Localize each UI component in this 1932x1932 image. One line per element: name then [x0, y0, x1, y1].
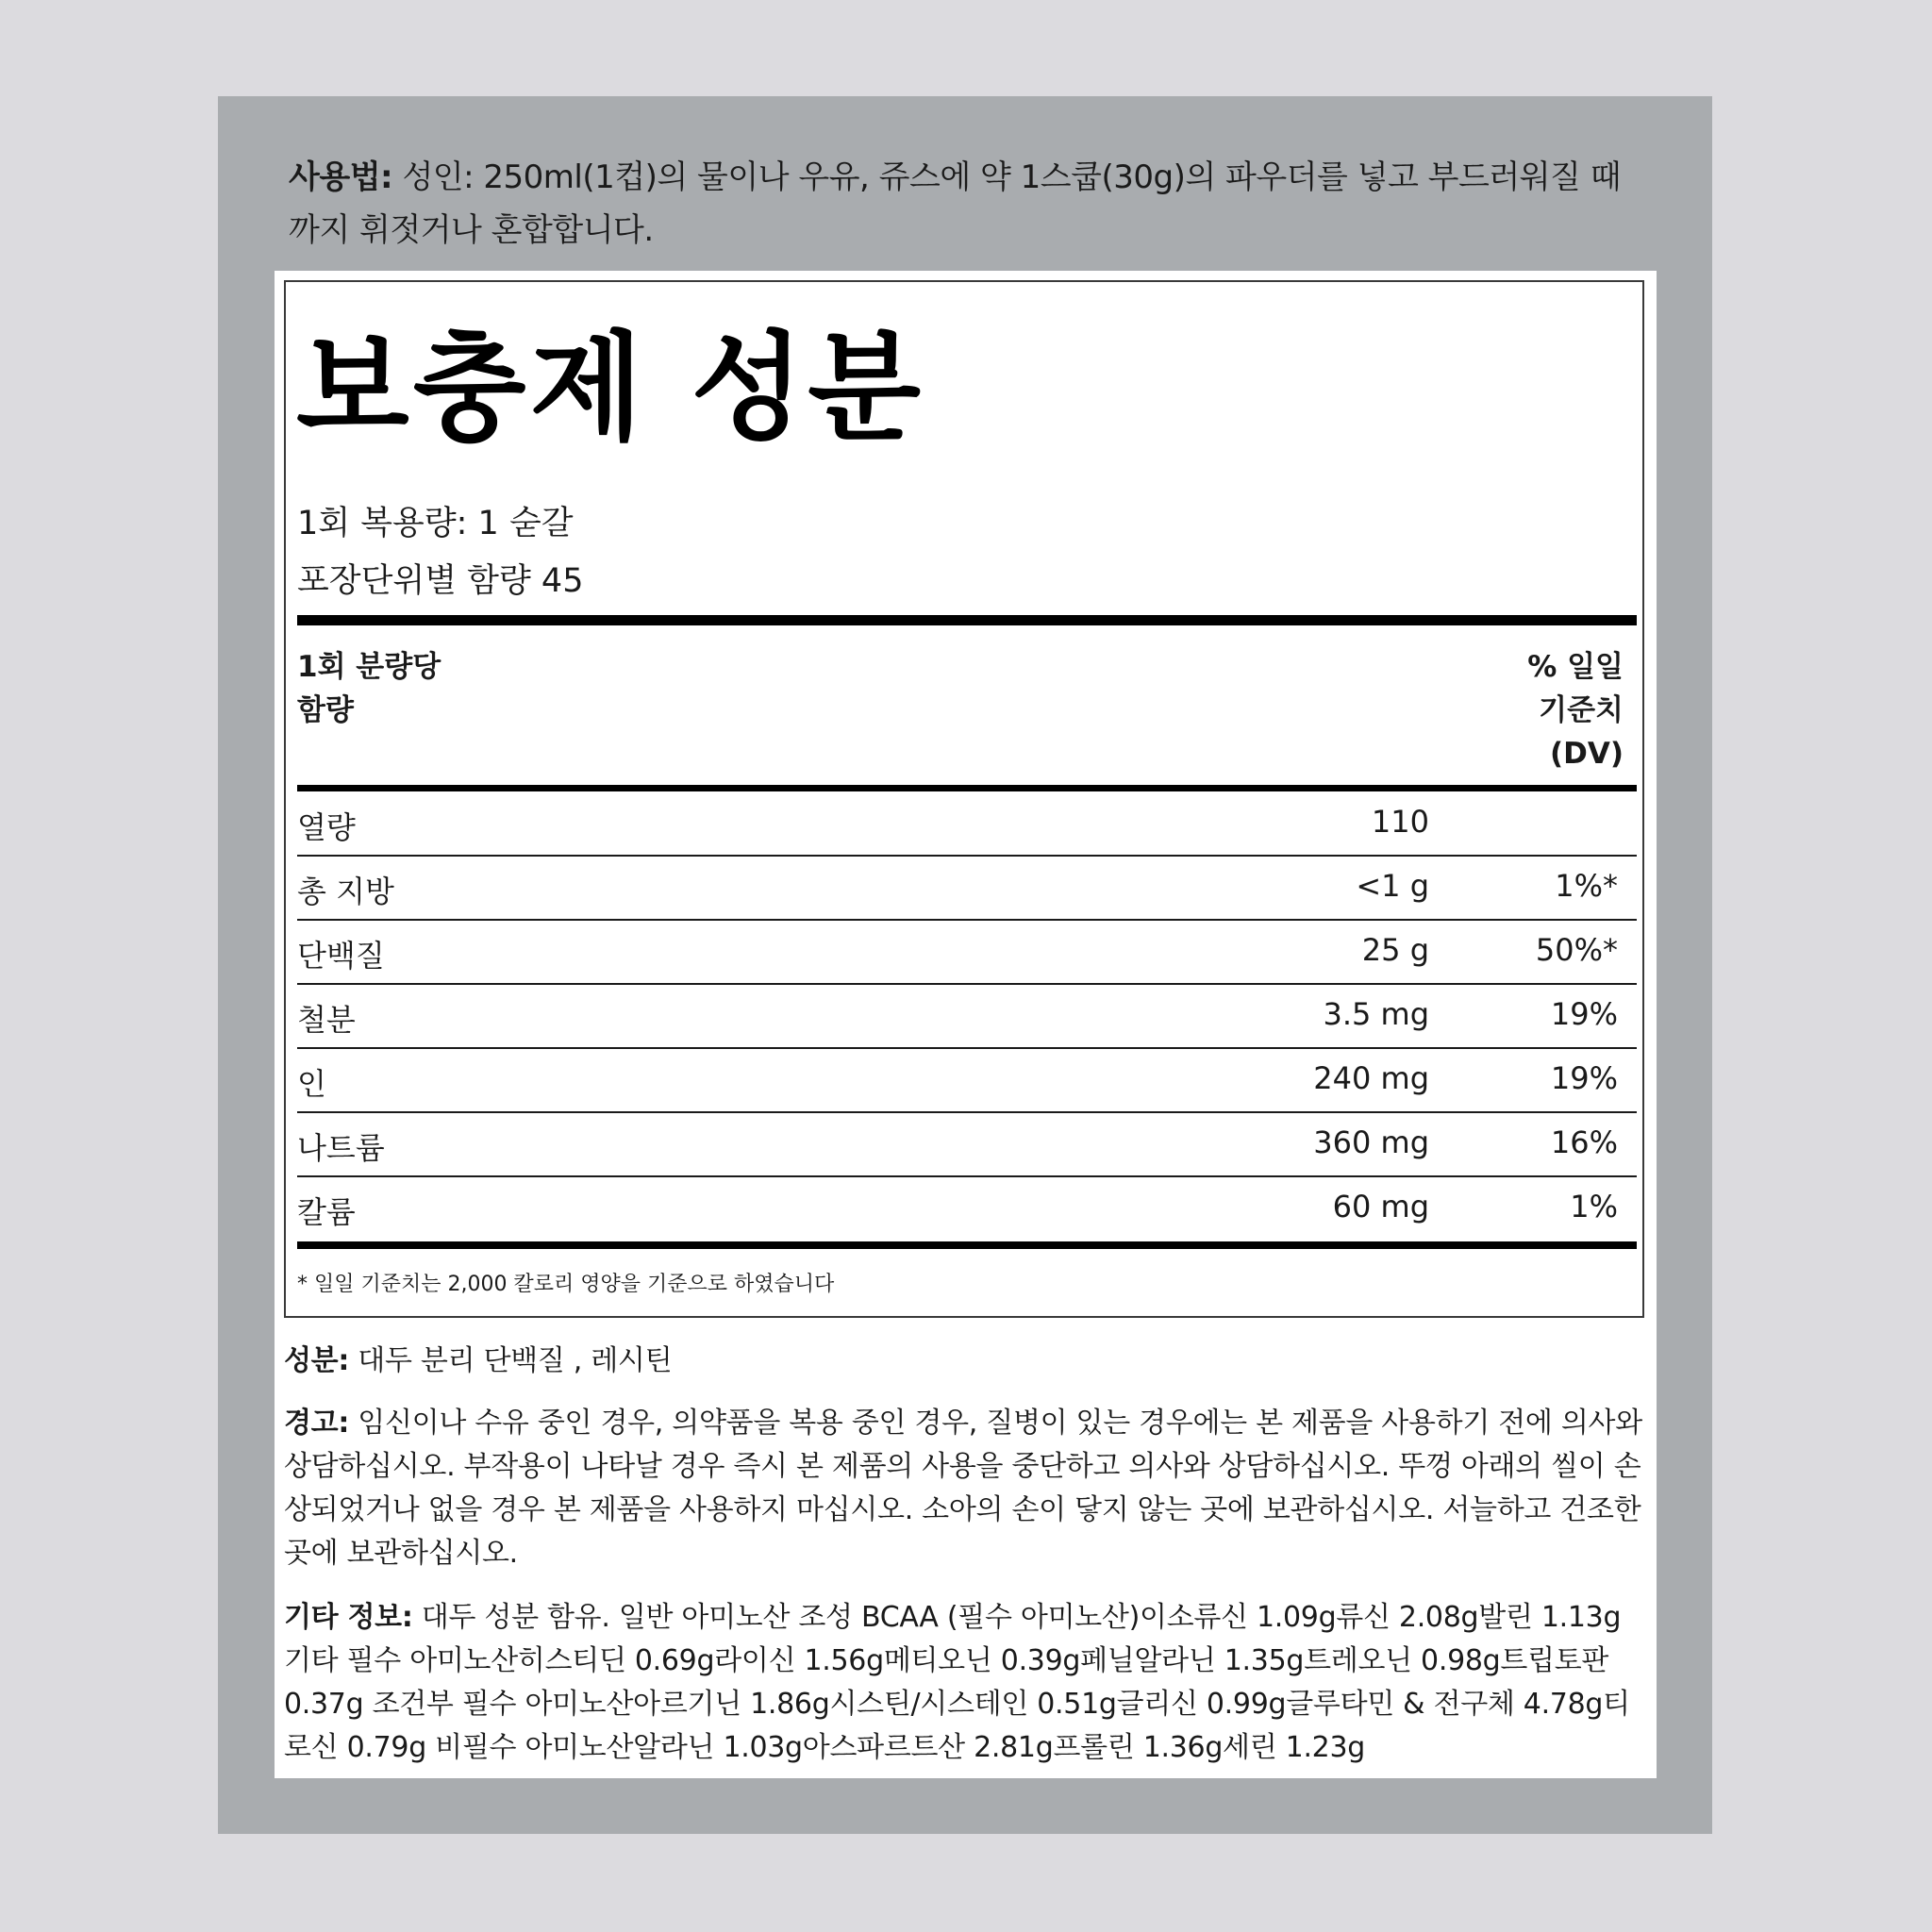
nutrient-row: [297, 985, 1637, 1049]
nutrient-name: 나트륨: [297, 1130, 385, 1166]
daily-value-header-line2: 기준치: [1539, 693, 1624, 727]
daily-value-header-line1: % 일일: [1527, 650, 1624, 684]
other-info-label: 기타 정보:: [284, 1601, 413, 1634]
nutrient-name: 철분: [297, 1002, 356, 1038]
directions-text: [289, 151, 1647, 257]
other-info-text: [284, 1596, 1652, 1770]
ingredients-label: 성분:: [284, 1344, 350, 1377]
nutrient-name: 총 지방: [297, 874, 394, 909]
nutrient-dv: 16%: [1550, 1124, 1618, 1160]
ingredients-body: 대두 분리 단백질 , 레시틴: [349, 1344, 673, 1377]
ingredients-text: [284, 1340, 1652, 1383]
thick-divider-bottom: [297, 1241, 1637, 1249]
thick-divider-header: [297, 785, 1637, 791]
nutrient-amount: 25 g: [1361, 932, 1429, 968]
nutrient-name: 열량: [297, 809, 356, 845]
thick-divider-top: [297, 615, 1637, 625]
warning-label: 경고:: [284, 1407, 350, 1440]
nutrient-dv: 1%*: [1555, 868, 1618, 904]
nutrient-amount: 60 mg: [1332, 1189, 1429, 1224]
nutrient-name: 칼륨: [297, 1194, 356, 1230]
facts-title: 보충제 성분: [296, 321, 925, 457]
nutrient-amount: 110: [1371, 804, 1429, 840]
nutrient-name: 인: [297, 1066, 326, 1102]
servings-per-container: 포장단위별 함량 45: [297, 562, 584, 600]
directions-label: 사용법:: [289, 158, 393, 196]
nutrient-dv: 1%: [1570, 1189, 1618, 1224]
nutrient-amount: <1 g: [1356, 868, 1429, 904]
nutrient-amount: 360 mg: [1313, 1124, 1429, 1160]
supplement-facts-box: [284, 280, 1644, 1318]
per-serving-header-line2: 함량: [297, 693, 354, 727]
nutrient-name: 단백질: [297, 938, 385, 974]
nutrient-dv: 19%: [1550, 996, 1618, 1032]
per-serving-header-line1: 1회 분량당: [297, 650, 441, 684]
nutrient-amount: 3.5 mg: [1323, 996, 1429, 1032]
daily-value-header: [1527, 645, 1624, 775]
nutrient-row: [297, 1113, 1637, 1177]
nutrient-row: [297, 857, 1637, 921]
nutrient-amount: 240 mg: [1313, 1060, 1429, 1096]
directions-body: 성인: 250ml(1컵)의 물이나 우유, 쥬스에 약 1스쿱(30g)의 파우더를 넣고 부드러워질 때까지 휘젓거나 혼합합니다.: [289, 158, 1622, 249]
nutrient-dv: 50%*: [1535, 932, 1618, 968]
daily-value-footnote: * 일일 기준치는 2,000 칼로리 영양을 기준으로 하였습니다: [297, 1273, 835, 1296]
warning-text: [284, 1402, 1652, 1575]
nutrient-row: [297, 792, 1637, 857]
nutrient-row: [297, 1049, 1637, 1113]
nutrient-row: [297, 1177, 1637, 1241]
per-serving-header: [297, 645, 441, 732]
nutrient-row: [297, 921, 1637, 985]
nutrient-dv: 19%: [1550, 1060, 1618, 1096]
other-info-body: 대두 성분 함유. 일반 아미노산 조성 BCAA (필수 아미노산)이소류신 1.09g류신 2.08g발린 1.13g 기타 필수 아미노산히스티딘 0.69g라이신 1.56g메티오닌 0.39g페닐알라닌 1.35g트레오닌 0.98g트립토판 0.37g 조건부 필수 아미노산아르기닌 1.86g시스틴/시스테인 0.51g글리신 0.99g글루타민 & 전구체 4.78g티로신 0.79g 비필수 아미노산알라닌 1.03g아스파르트산 2.81g프롤린 1.36g세린 1.23g: [284, 1601, 1630, 1764]
warning-body: 임신이나 수유 중인 경우, 의약품을 복용 중인 경우, 질병이 있는 경우에는 본 제품을 사용하기 전에 의사와 상담하십시오. 부작용이 나타날 경우 즉시 본 제품의 사용을 중단하고 의사와 상담하십시오. 뚜껑 아래의 씰이 손상되었거나 없을 경우 본 제품을 사용하지 마십시오. 소아의 손이 닿지 않는 곳에 보관하십시오. 서늘하고 건조한 곳에 보관하십시오.: [284, 1407, 1642, 1570]
serving-size: 1회 복용량: 1 숟갈: [297, 505, 574, 542]
daily-value-header-line3: (DV): [1549, 737, 1624, 771]
